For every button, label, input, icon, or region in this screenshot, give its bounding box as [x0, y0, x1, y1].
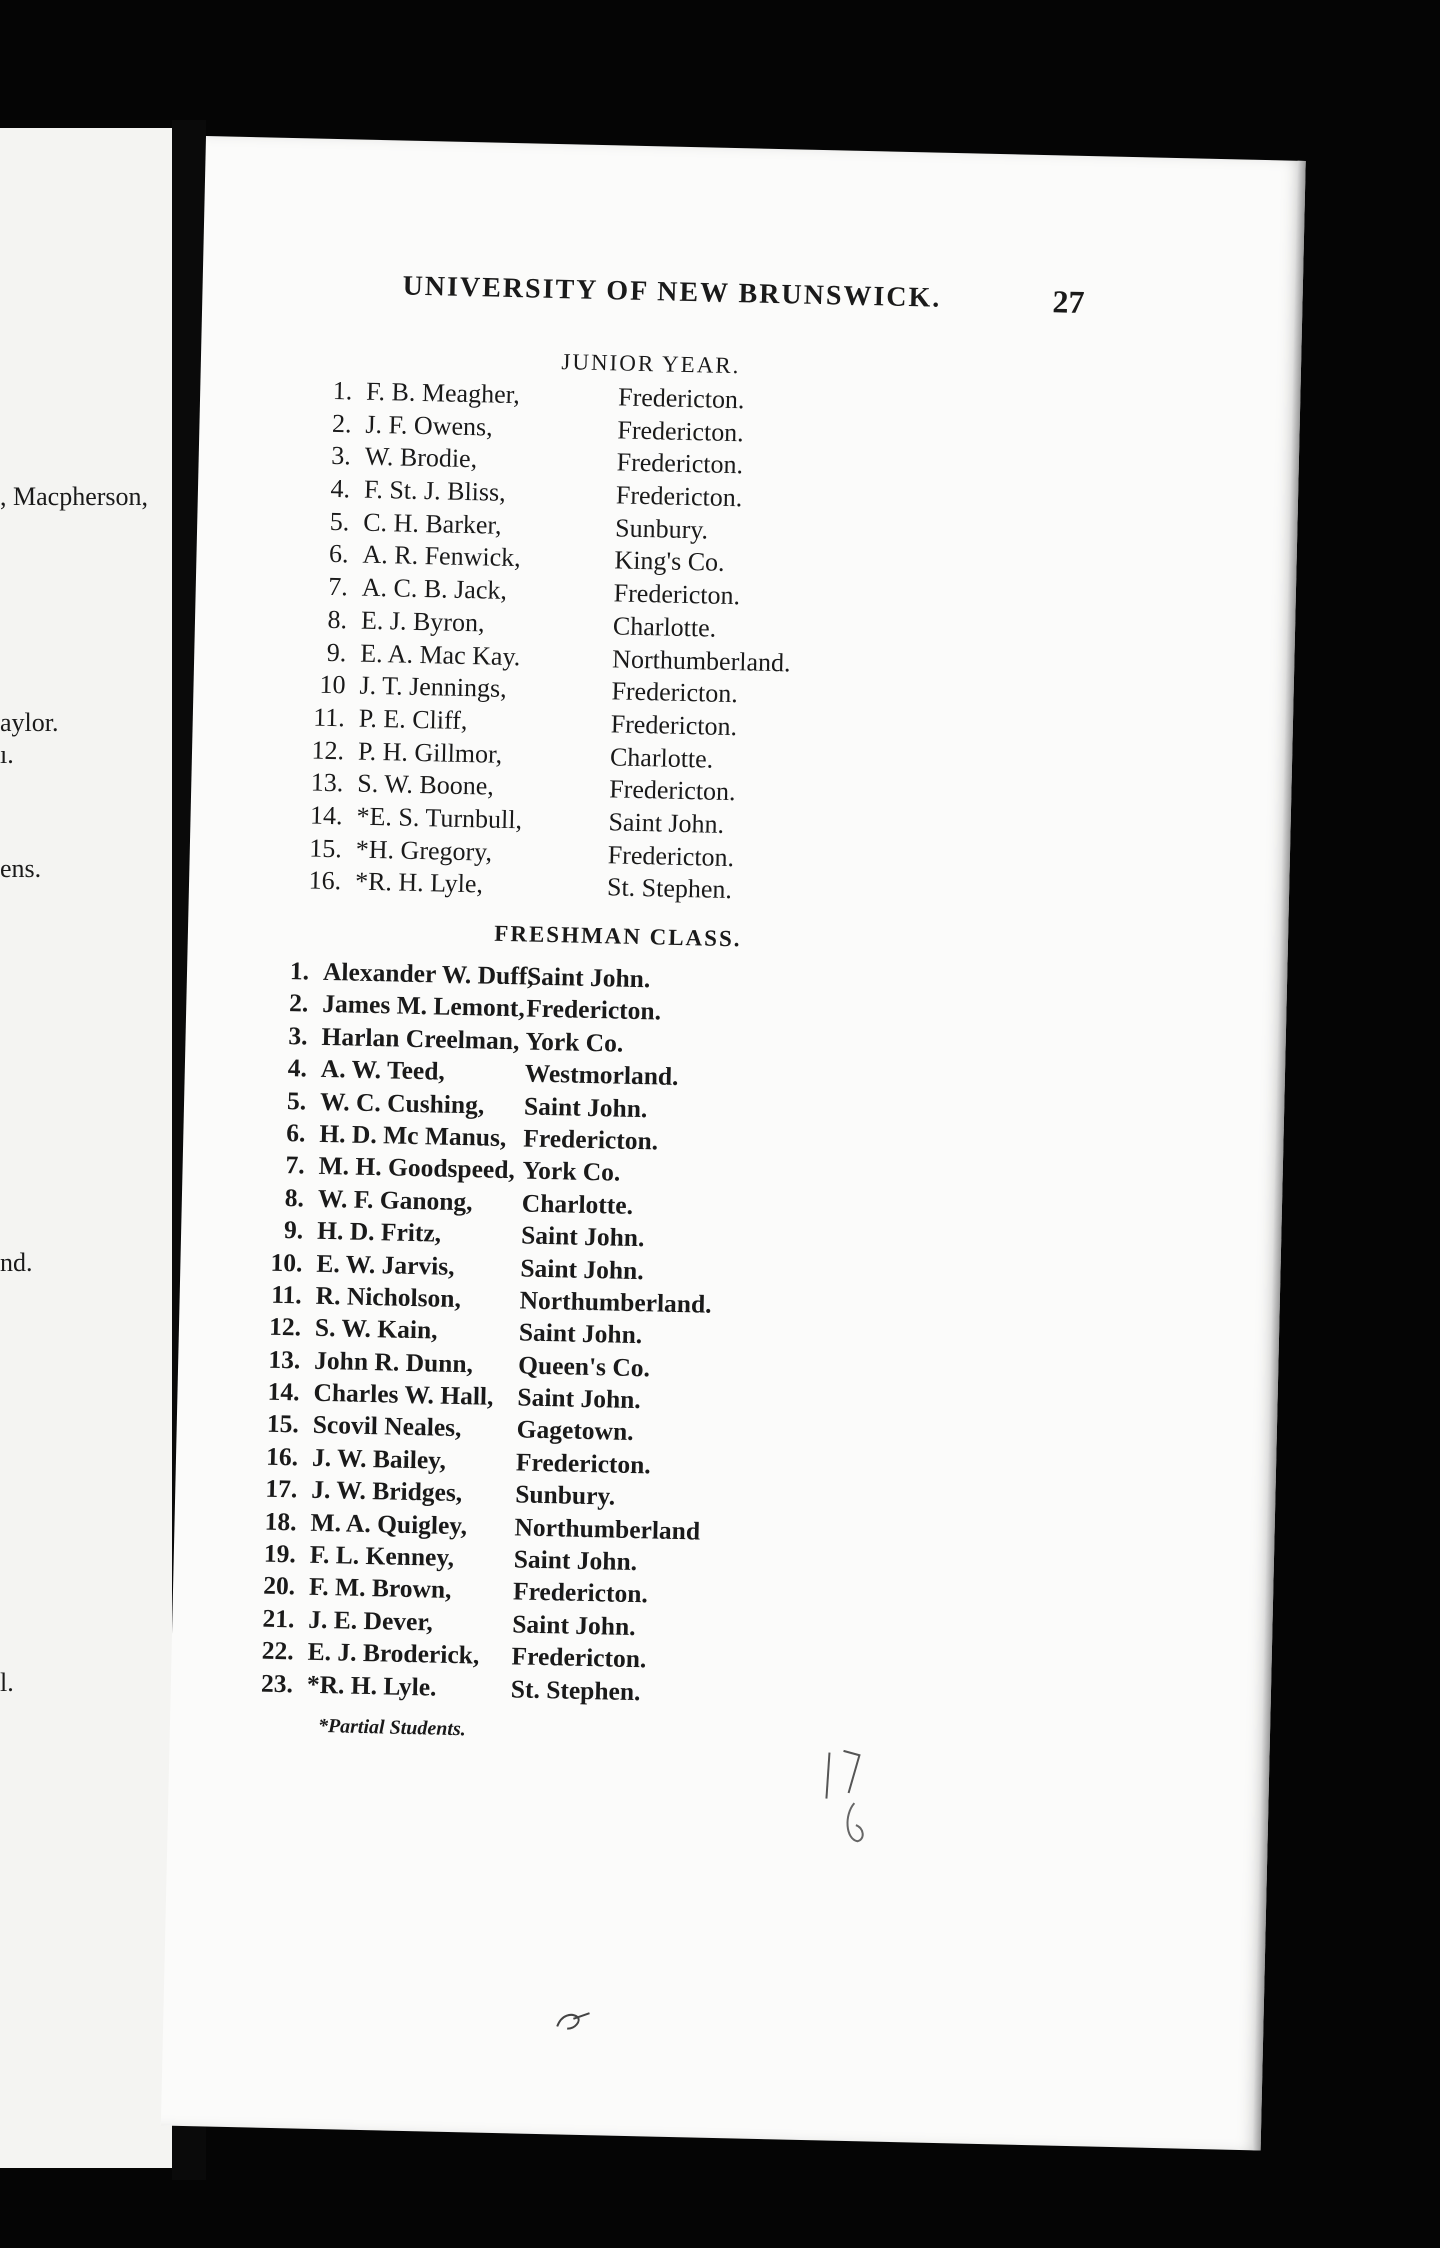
student-place: Saint John. — [513, 1544, 638, 1577]
student-place: Charlotte. — [609, 741, 714, 774]
student-number: 14. — [267, 1376, 300, 1407]
student-number: 6. — [285, 1118, 306, 1148]
student-name: H. D. Mc Manus, — [319, 1118, 507, 1153]
student-number: 8. — [327, 604, 348, 635]
student-number: 13. — [310, 767, 344, 798]
student-place: Fredericton. — [615, 480, 743, 513]
student-place: Northumberland — [514, 1512, 701, 1546]
student-place: Fredericton. — [608, 774, 736, 807]
student-place: Westmorland. — [524, 1058, 679, 1092]
student-number: 15. — [266, 1409, 300, 1439]
student-number: 1. — [289, 956, 310, 986]
student-number: 11. — [270, 1279, 303, 1310]
student-number: 5. — [329, 506, 350, 537]
student-number: 10. — [270, 1247, 303, 1277]
student-name: Charles W. Hall, — [313, 1377, 494, 1411]
student-name: M. H. Goodspeed, — [318, 1151, 516, 1185]
student-number: 13. — [268, 1344, 301, 1375]
student-place: Fredericton. — [523, 1123, 659, 1156]
freshman-class-title: FRESHMAN CLASS. — [494, 920, 742, 952]
left-page-fragment: , Macpherson, — [0, 482, 149, 511]
student-place: Sunbury. — [614, 513, 709, 545]
student-place: St. Stephen. — [606, 872, 733, 905]
student-name: H. D. Fritz, — [316, 1215, 442, 1248]
student-name: E. J. Byron, — [360, 605, 485, 638]
student-place: Saint John. — [518, 1317, 643, 1350]
student-name: *R. H. Lyle, — [354, 866, 484, 899]
handwritten-pencil-note — [813, 1740, 895, 1852]
student-number: 4. — [330, 473, 351, 504]
student-name: M. A. Quigley, — [310, 1507, 468, 1540]
student-place: King's Co. — [614, 545, 725, 578]
student-place: Fredericton. — [616, 447, 744, 480]
student-number: 6. — [328, 539, 349, 569]
student-name: Alexander W. Duff, — [322, 956, 534, 991]
student-place: Saint John. — [526, 961, 651, 994]
student-place: Fredericton. — [617, 382, 745, 415]
student-place: Fredericton. — [617, 415, 745, 447]
student-name: J. E. Dever, — [308, 1604, 434, 1637]
student-place: Fredericton. — [611, 676, 739, 709]
student-number: 16. — [308, 865, 342, 896]
student-name: E. A. Mac Kay. — [359, 638, 521, 671]
student-number: 21. — [262, 1603, 295, 1634]
student-place: Fredericton. — [610, 709, 738, 742]
running-header: UNIVERSITY OF NEW BRUNSWICK. — [402, 270, 942, 314]
student-place: York Co. — [522, 1155, 621, 1188]
student-number: 12. — [268, 1312, 302, 1342]
student-number: 23. — [260, 1668, 294, 1698]
student-number: 20. — [262, 1571, 296, 1601]
student-number: 5. — [286, 1085, 307, 1116]
left-page-fragment: ı. — [0, 740, 14, 769]
student-place: Fredericton. — [525, 993, 662, 1026]
student-name: F. B. Meagher, — [365, 376, 521, 410]
student-number: 1. — [332, 375, 353, 406]
student-name: E. J. Broderick, — [307, 1636, 480, 1670]
student-number: 14. — [309, 800, 343, 831]
student-name: E. W. Jarvis, — [316, 1248, 455, 1281]
page-number: 27 — [1052, 283, 1085, 320]
student-place: Fredericton. — [613, 578, 741, 611]
page-edge — [1253, 161, 1306, 2151]
student-name: W. F. Ganong, — [317, 1183, 473, 1217]
student-place: Gagetown. — [516, 1414, 634, 1447]
student-name: R. Nicholson, — [315, 1280, 462, 1313]
student-place: Charlotte. — [612, 611, 717, 643]
student-name: F. L. Kenney, — [309, 1539, 455, 1573]
student-number: 11. — [312, 702, 346, 733]
student-name: Harlan Creelman, — [321, 1021, 520, 1056]
partial-students-footnote: *Partial Students. — [317, 1714, 466, 1741]
student-place: Charlotte. — [521, 1188, 634, 1220]
left-page-fragment: l. — [0, 1668, 14, 1697]
left-page-fragment: ens. — [0, 854, 42, 883]
student-number: 16. — [265, 1441, 299, 1472]
student-place: Sunbury. — [514, 1479, 616, 1511]
student-number: 18. — [264, 1506, 297, 1537]
left-page-fragment: aylor. — [0, 708, 59, 737]
student-number: 8. — [284, 1182, 305, 1213]
student-name: W. C. Cushing, — [319, 1086, 485, 1120]
left-page-fragment: nd. — [0, 1248, 33, 1277]
student-name: *R. H. Lyle. — [306, 1669, 437, 1702]
student-number: 10 — [319, 669, 346, 700]
student-name: James M. Lemont, — [322, 989, 526, 1023]
student-place: Northumberland. — [611, 643, 791, 677]
student-name: J. W. Bridges, — [310, 1474, 463, 1508]
student-name: P. H. Gillmor, — [357, 736, 503, 769]
student-number: 3. — [288, 1020, 308, 1051]
student-name: *E. S. Turnbull, — [356, 801, 523, 835]
student-place: Northumberland. — [519, 1285, 712, 1319]
student-number: 9. — [283, 1215, 304, 1245]
student-name: J. W. Bailey, — [311, 1442, 447, 1475]
student-number: 19. — [263, 1538, 297, 1569]
student-number: 9. — [326, 637, 347, 667]
student-number: 15. — [309, 833, 343, 863]
student-place: Saint John. — [517, 1382, 642, 1415]
student-name: J. F. Owens, — [365, 409, 494, 442]
student-place: Fredericton. — [511, 1641, 647, 1674]
student-name: C. H. Barker, — [362, 507, 502, 540]
student-place: Saint John. — [511, 1609, 636, 1641]
student-name: F. M. Brown, — [308, 1572, 452, 1605]
student-place: Fredericton. — [607, 839, 735, 872]
student-name: John R. Dunn, — [313, 1345, 474, 1379]
student-place: Saint John. — [520, 1252, 645, 1285]
student-place: Fredericton. — [515, 1447, 652, 1480]
student-number: 4. — [287, 1053, 308, 1083]
student-name: A. W. Teed, — [320, 1054, 446, 1086]
student-name: F. St. J. Bliss, — [363, 474, 507, 507]
student-place: Saint John. — [608, 807, 725, 839]
student-name: A. R. Fenwick, — [362, 540, 522, 573]
document-page — [161, 136, 1306, 2150]
student-name: S. W. Kain, — [314, 1313, 438, 1345]
student-number: 7. — [327, 572, 349, 602]
freshman-class-roster — [171, 954, 1088, 1719]
student-place: Queen's Co. — [517, 1350, 651, 1383]
student-name: A. C. B. Jack, — [361, 572, 508, 606]
student-name: S. W. Boone, — [357, 768, 495, 801]
student-number: 2. — [331, 408, 352, 439]
student-name: J. T. Jennings, — [359, 670, 507, 704]
student-place: Fredericton. — [512, 1576, 649, 1609]
junior-year-title: JUNIOR YEAR. — [561, 349, 741, 379]
student-number: 2. — [288, 988, 309, 1018]
junior-year-roster — [189, 373, 1101, 916]
student-name: Scovil Neales, — [312, 1410, 462, 1443]
student-number: 3. — [330, 441, 352, 471]
ink-smudge-mark — [553, 2004, 594, 2035]
student-place: York Co. — [525, 1026, 624, 1058]
student-name: W. Brodie, — [364, 442, 478, 474]
student-place: St. Stephen. — [510, 1673, 641, 1706]
student-place: Saint John. — [523, 1091, 648, 1123]
student-number: 7. — [285, 1150, 306, 1180]
student-place: Saint John. — [520, 1220, 645, 1253]
student-number: 22. — [261, 1635, 294, 1666]
student-number: 12. — [311, 735, 345, 765]
student-name: *H. Gregory, — [355, 834, 493, 867]
left-facing-page — [0, 128, 172, 2168]
student-number: 17. — [265, 1473, 298, 1504]
student-name: P. E. Cliff, — [358, 703, 468, 735]
